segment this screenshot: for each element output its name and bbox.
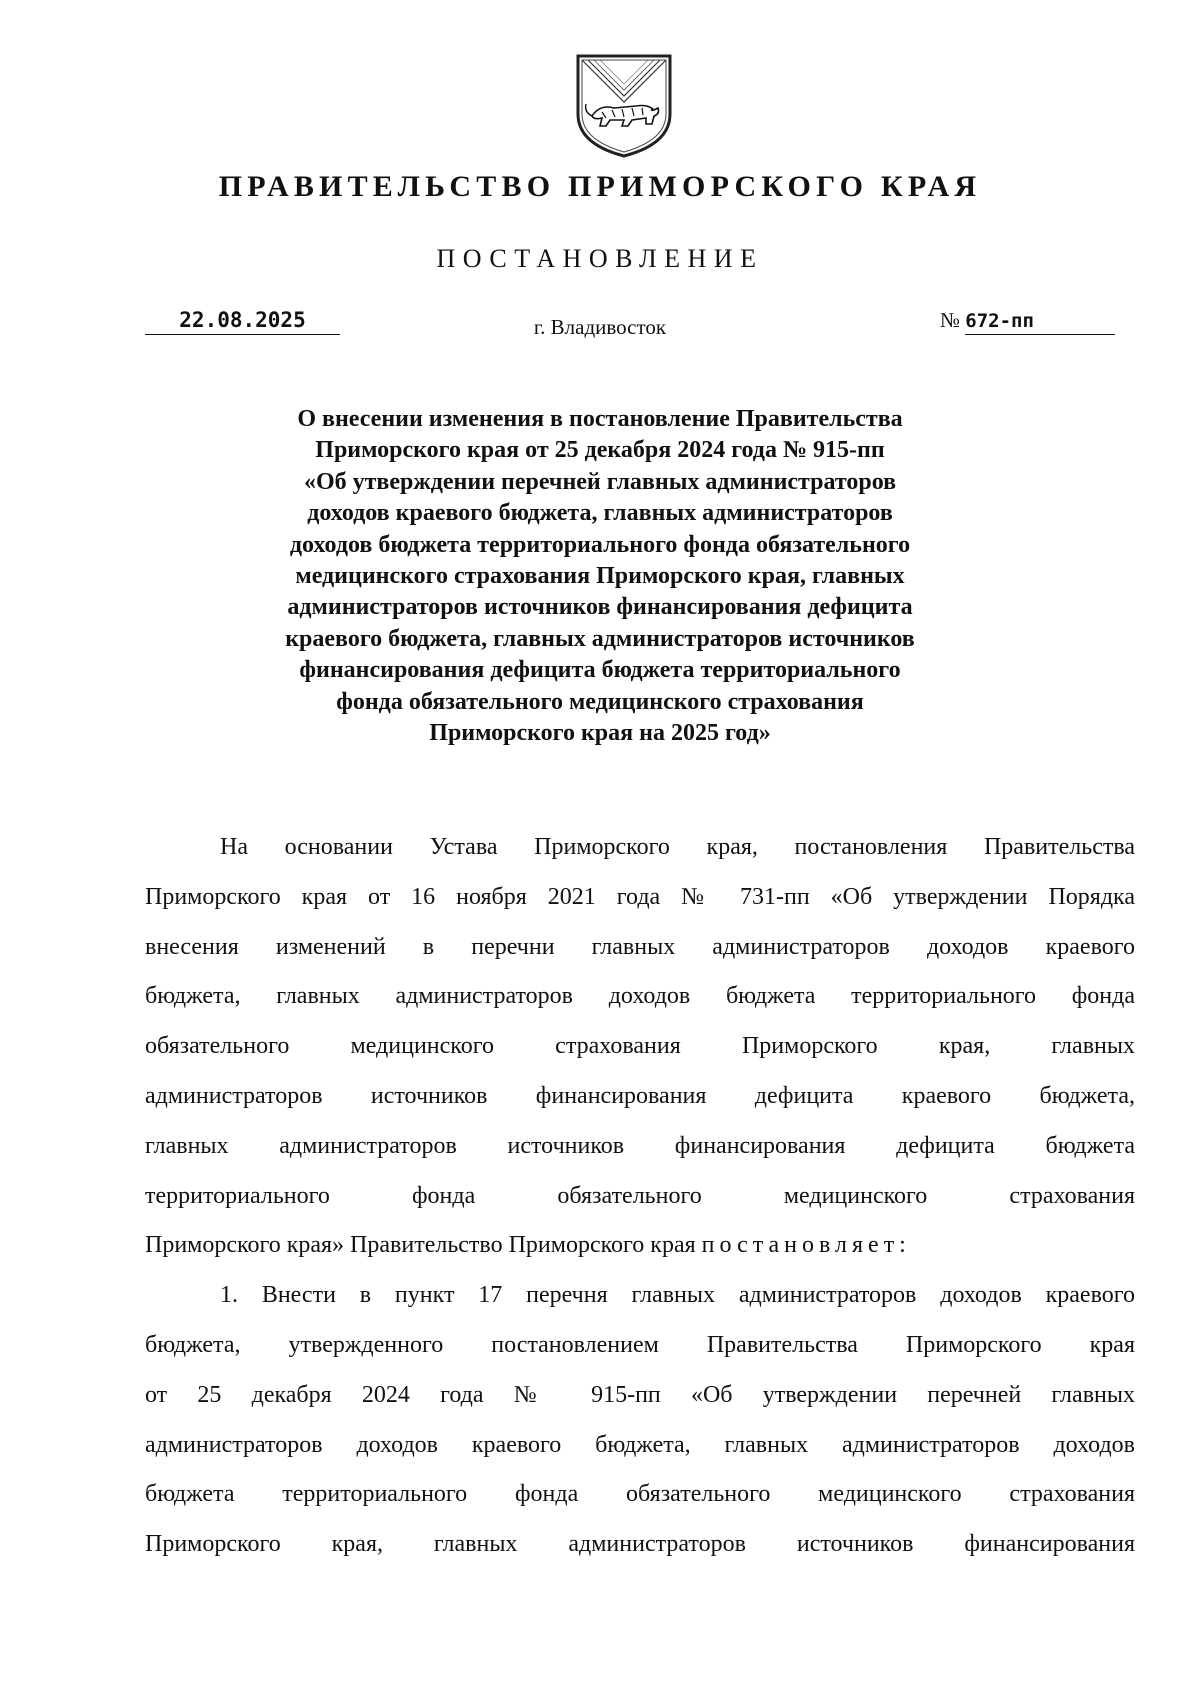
document-number: 672-пп — [965, 310, 1115, 335]
body-line: На основании Устава Приморского края, постановления Правительства — [220, 834, 1135, 860]
body-line: бюджета, утвержденного постановлением Правительства Приморского края — [145, 1331, 1135, 1358]
body-line: территориального фонда обязательного медицинского страхования — [145, 1182, 1135, 1209]
preamble-last-line-text: Приморского края» Правительство Приморского края — [145, 1232, 702, 1259]
government-title: ПРАВИТЕЛЬСТВО ПРИМОРСКОГО КРАЯ — [218, 170, 982, 203]
body-line: Приморского края от 16 ноября 2021 года № 731-пп «Об утверждении Порядка — [145, 883, 1135, 910]
body-line: от 25 декабря 2024 года № 915-пп «Об утверждении перечней главных — [145, 1381, 1135, 1408]
heading-line: медицинского страхования Приморского края, главных — [295, 563, 905, 590]
document-heading — [0, 404, 1200, 749]
heading-line: краевого бюджета, главных администраторов источников — [285, 625, 915, 652]
body-line: администраторов источников финансирования дефицита краевого бюджета, — [145, 1082, 1135, 1109]
body-line: обязательного медицинского страхования Приморского края, главных — [145, 1033, 1135, 1060]
body-line: внесения изменений в перечни главных администраторов доходов краевого — [145, 933, 1135, 960]
item-1-paragraph — [145, 1271, 1135, 1570]
resolves-word: постановляет: — [701, 1232, 911, 1259]
body-line: 1. Внести в пункт 17 перечня главных администраторов доходов краевого — [220, 1282, 1135, 1309]
document-body — [145, 823, 1135, 1570]
heading-line: Приморского края от 25 декабря 2024 года № 915-пп — [315, 437, 885, 464]
body-line: Приморского края, главных администраторов источников финансирования — [145, 1531, 1135, 1558]
heading-line: доходов краевого бюджета, главных администраторов — [307, 500, 893, 527]
body-line: бюджета территориального фонда обязательного медицинского страхования — [145, 1481, 1135, 1508]
heading-line: «Об утверждении перечней главных администраторов — [303, 468, 897, 495]
heading-line: администраторов источников финансирования дефицита — [287, 594, 913, 621]
document-city: г. Владивосток — [533, 315, 667, 339]
document-number-field — [940, 308, 1115, 335]
heading-line: доходов бюджета территориального фонда обязательного — [289, 531, 911, 558]
number-sign: № — [940, 308, 961, 332]
heading-line: Приморского края на 2025 год» — [429, 720, 771, 747]
primorsky-krai-coat-of-arms-icon — [570, 52, 678, 160]
document-date: 22.08.2025 — [145, 308, 340, 335]
body-line: администраторов доходов краевого бюджета, главных администраторов доходов — [145, 1431, 1135, 1458]
preamble-paragraph — [145, 823, 1135, 1271]
heading-line: фонда обязательного медицинского страхования — [336, 688, 864, 715]
heading-line: О внесении изменения в постановление Правительства — [297, 406, 903, 432]
heading-line: финансирования дефицита бюджета территориального — [299, 657, 901, 684]
body-line — [145, 1221, 1135, 1271]
document-type: ПОСТАНОВЛЕНИЕ — [436, 244, 764, 273]
body-line: бюджета, главных администраторов доходов бюджета территориального фонда — [145, 983, 1135, 1010]
body-line: главных администраторов источников финансирования дефицита бюджета — [145, 1132, 1135, 1159]
